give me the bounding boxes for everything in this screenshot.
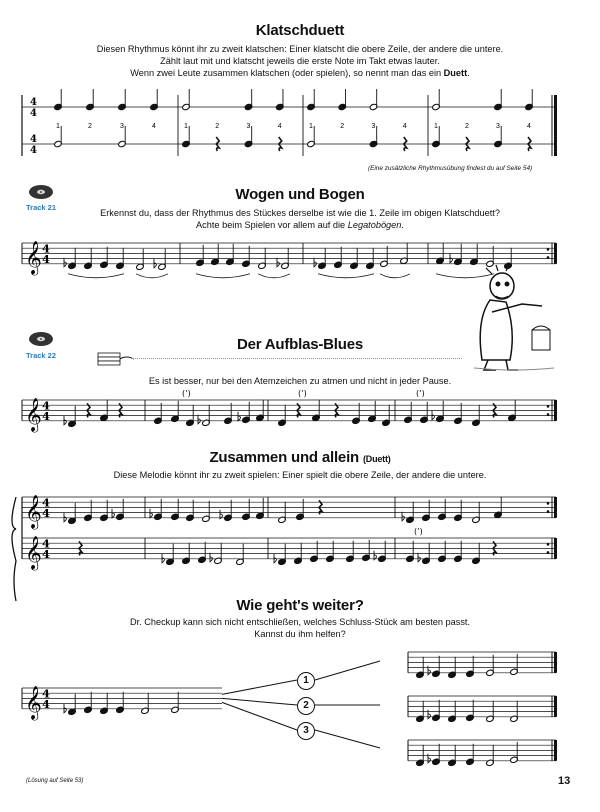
svg-text:1: 1: [56, 123, 60, 130]
option-1-circle[interactable]: 1: [297, 672, 315, 690]
svg-text:2: 2: [340, 123, 345, 130]
svg-text:1: 1: [184, 123, 188, 130]
wogen-line-2: Achte beim Spielen vor allem auf die Legatobögen.: [196, 220, 404, 230]
svg-text:4: 4: [42, 398, 50, 413]
svg-text:1: 1: [434, 123, 438, 130]
svg-text:4: 4: [42, 241, 50, 256]
svg-text:4: 4: [42, 495, 50, 510]
svg-text:2: 2: [215, 123, 220, 130]
klatschduett-line-2: Zählt laut mit und klatscht jeweils die erste Note im Takt etwas lauter.: [160, 56, 440, 66]
klatschduett-line-3: Wenn zwei Leute zusammen klatschen (oder spielen), so nennt man das ein Duett.: [130, 68, 470, 78]
track-22-label: Track 22: [26, 351, 57, 360]
svg-text:3: 3: [120, 123, 124, 130]
page-number: 13: [558, 775, 571, 787]
svg-text:3: 3: [246, 123, 251, 130]
svg-text:4: 4: [42, 686, 50, 701]
svg-text:4: 4: [42, 546, 50, 561]
weiter-line-2: Kannst du ihm helfen?: [254, 629, 346, 639]
svg-text:𝄞: 𝄞: [25, 396, 42, 431]
svg-text:(ʼ): (ʼ): [414, 527, 423, 536]
svg-text:4: 4: [30, 134, 37, 145]
svg-text:(ʼ): (ʼ): [416, 389, 425, 398]
svg-text:(ʼ): (ʼ): [298, 389, 307, 398]
svg-text:4: 4: [42, 536, 50, 551]
svg-text:4: 4: [30, 97, 37, 108]
zusammen-line-1: Diese Melodie könnt ihr zu zweit spielen: Einer spielt die obere Zeile, der andere die untere.: [113, 470, 487, 480]
svg-text:(ʼ): (ʼ): [182, 389, 191, 398]
klatschduett-line-1: Diesen Rhythmus könnt ihr zu zweit klatschen: Einer klatscht die obere Zeile, der andere die untere.: [96, 44, 504, 54]
svg-text:𝄞: 𝄞: [25, 239, 42, 274]
svg-text:4: 4: [30, 145, 37, 156]
svg-text:2: 2: [88, 123, 92, 130]
title-wie-gehts-weiter: Wie geht's weiter?: [236, 597, 364, 614]
dynamite-illustration: [96, 350, 136, 373]
svg-text:4: 4: [277, 123, 282, 130]
title-aufblas-blues: Der Aufblas-Blues: [236, 336, 364, 353]
svg-text:4: 4: [402, 123, 407, 130]
svg-text:4: 4: [42, 505, 50, 520]
svg-text:𝄞: 𝄞: [25, 493, 42, 528]
option-3-circle[interactable]: 3: [297, 722, 315, 740]
track-21-label: Track 21: [26, 203, 57, 212]
svg-text:4: 4: [42, 408, 50, 423]
svg-text:3: 3: [371, 123, 376, 130]
title-klatschduett: Klatschduett: [255, 22, 345, 39]
svg-text:4: 4: [527, 123, 531, 130]
title-zusammen-und-allein: Zusammen und allein (Duett): [209, 449, 391, 466]
title-wogen-und-bogen: Wogen und Bogen: [235, 186, 365, 203]
svg-text:4: 4: [42, 251, 50, 266]
svg-text:3: 3: [496, 123, 500, 130]
option-2-circle[interactable]: 2: [297, 697, 315, 715]
svg-text:1: 1: [309, 123, 313, 130]
svg-text:4: 4: [42, 696, 50, 711]
wogen-line-1: Erkennst du, dass der Rhythmus des Stückes derselbe ist wie die 1. Zeile im obigen Klatschduett?: [100, 208, 500, 218]
svg-text:𝄞: 𝄞: [25, 684, 42, 719]
svg-text:𝄞: 𝄞: [25, 534, 42, 569]
fuse-line: [132, 358, 462, 359]
svg-text:4: 4: [30, 108, 37, 119]
weiter-line-1: Dr. Checkup kann sich nicht entschließen, welches Schluss-Stück am besten passt.: [129, 617, 471, 627]
svg-text:4: 4: [152, 123, 156, 130]
svg-text:2: 2: [465, 123, 469, 130]
klatschduett-note: (Eine zusätzliche Rhythmusübung findest du auf Seite 54): [368, 165, 533, 172]
blues-line-1: Es ist besser, nur bei den Atemzeichen zu atmen und nicht in jeder Pause.: [148, 376, 452, 386]
doctor-illustration: [462, 268, 562, 383]
footer-solution-note: (Lösung auf Seite 53): [26, 778, 84, 784]
